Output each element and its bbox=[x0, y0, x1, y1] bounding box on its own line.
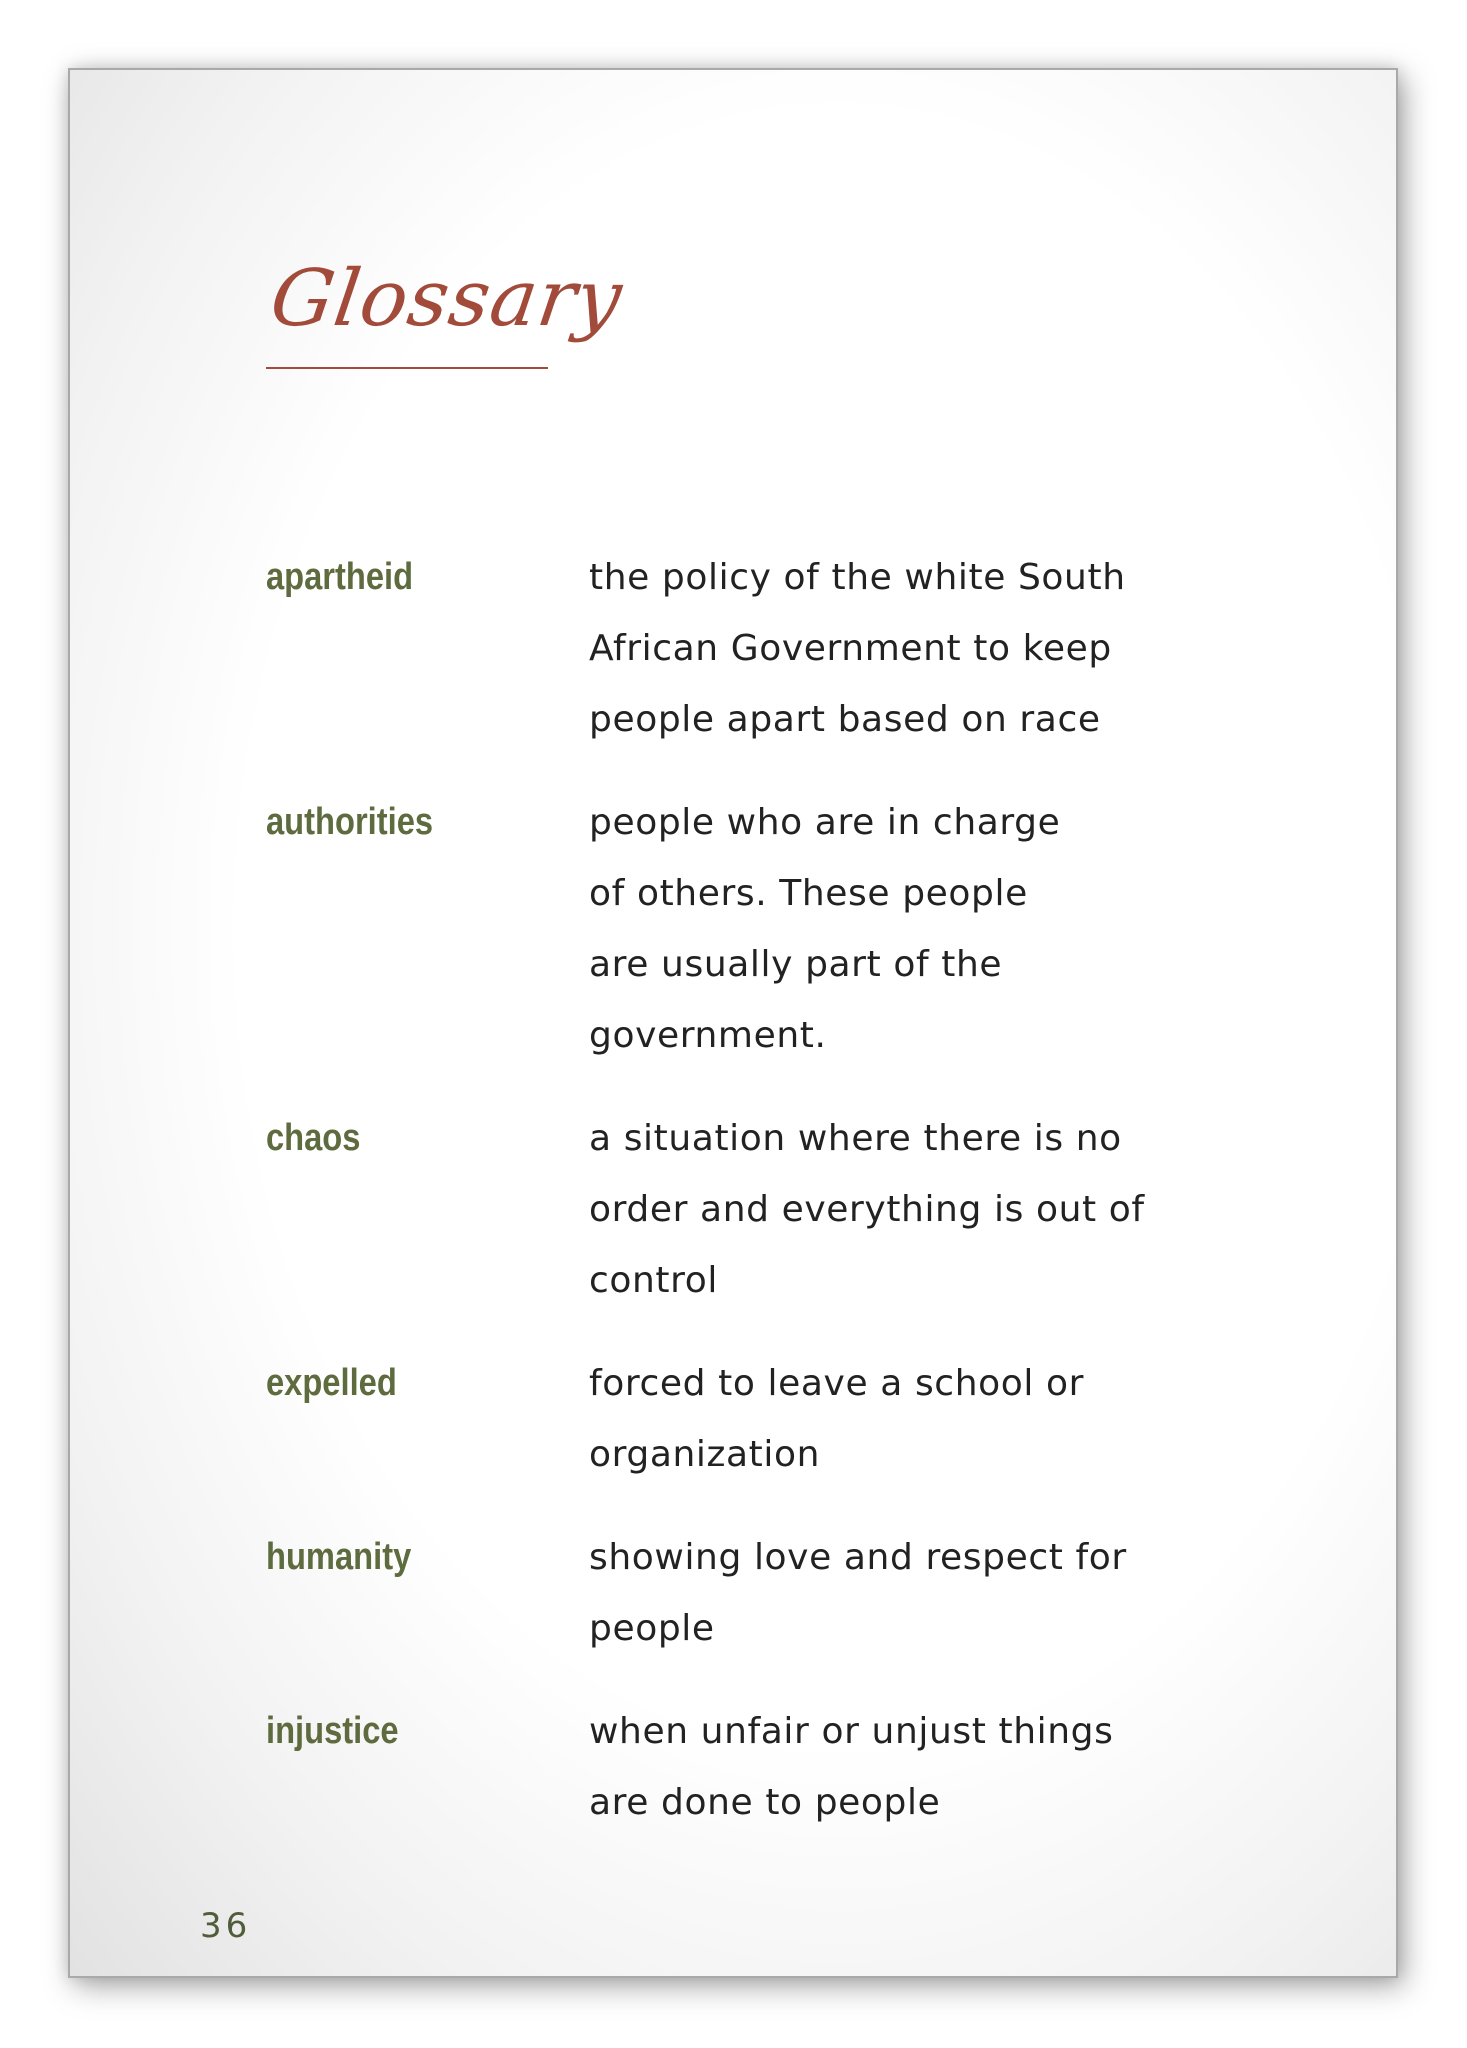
glossary-definition: forced to leave a school or organization bbox=[589, 1363, 1085, 1475]
glossary-term: injustice bbox=[266, 1710, 399, 1752]
page-number: 36 bbox=[200, 1906, 252, 1946]
glossary-definition: when unfair or unjust things are done to people bbox=[589, 1711, 1114, 1823]
glossary-definition: a situation where there is no order and everything is out of control bbox=[589, 1118, 1145, 1301]
glossary-term: humanity bbox=[266, 1536, 412, 1578]
glossary-definition: people who are in charge of others. These people are usually part of the government. bbox=[589, 802, 1061, 1056]
glossary-term: apartheid bbox=[266, 556, 414, 598]
glossary-term: chaos bbox=[266, 1117, 361, 1159]
glossary-term: authorities bbox=[266, 801, 434, 843]
glossary-definition: showing love and respect for people bbox=[589, 1537, 1127, 1649]
title-underline bbox=[266, 367, 548, 369]
book-page bbox=[68, 68, 1398, 1978]
glossary-definition: the policy of the white South African Government to keep people apart based on race bbox=[589, 557, 1126, 740]
glossary-term: expelled bbox=[266, 1362, 397, 1404]
page-title: Glossary bbox=[265, 254, 628, 344]
